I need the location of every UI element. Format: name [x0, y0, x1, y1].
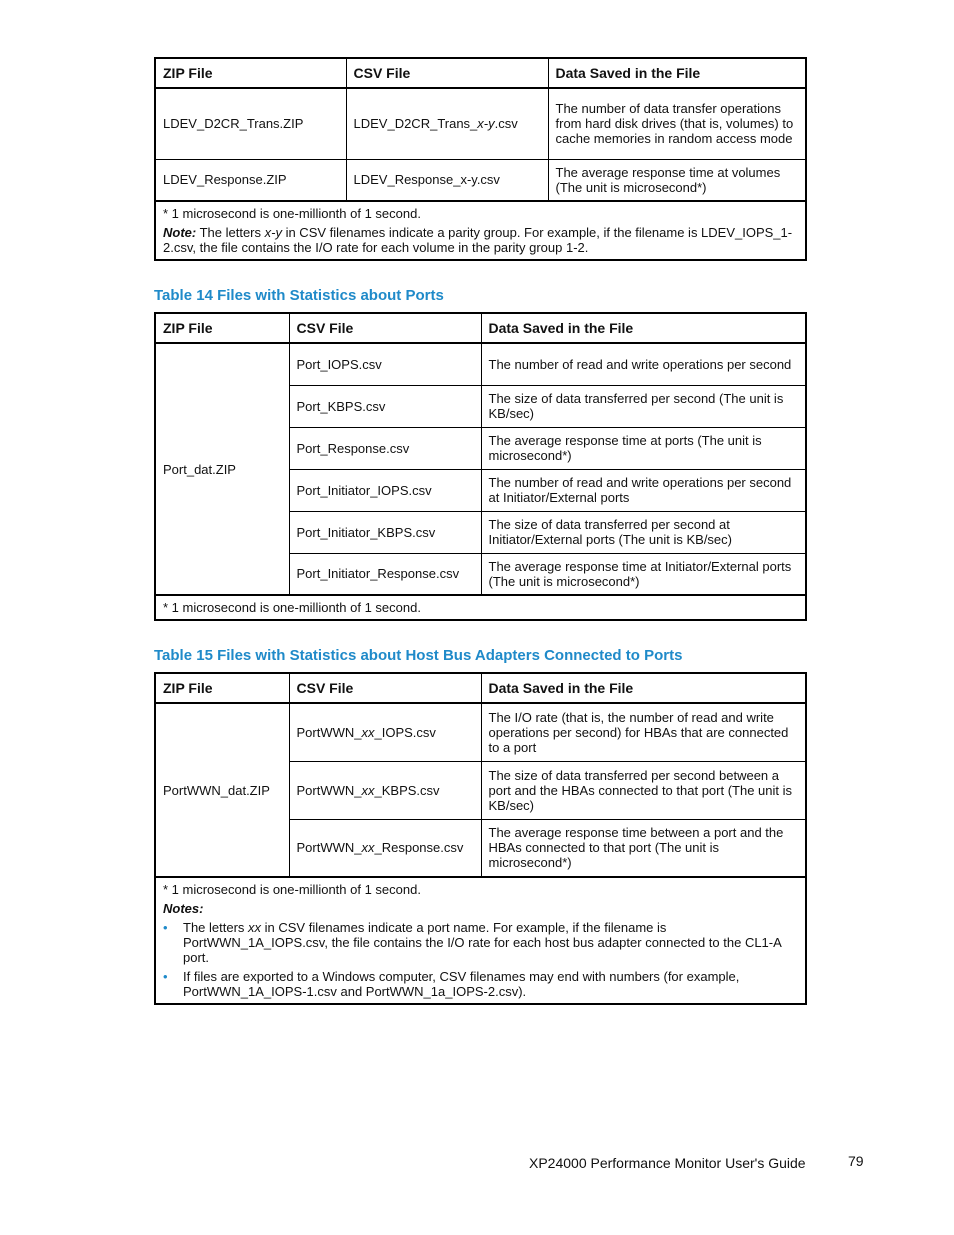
hba-files-table [154, 672, 807, 1005]
column-header-zip: ZIP File [155, 58, 346, 88]
csv-name-suffix: .csv [494, 116, 518, 132]
column-header-csv: CSV File [346, 58, 548, 88]
note-text-pre: The letters [183, 920, 249, 935]
data-saved-cell: The average response time at Initiator/External ports (The unit is microsecond*) [481, 553, 806, 595]
csv-file-cell: Port_Initiator_KBPS.csv [289, 511, 481, 553]
column-header-data: Data Saved in the File [481, 673, 806, 703]
footnote: * 1 microsecond is one-millionth of 1 second. [163, 882, 421, 897]
note-text-variable: x-y [264, 225, 282, 240]
column-header-csv: CSV File [289, 673, 481, 703]
csv-file-cell: Port_Initiator_IOPS.csv [289, 469, 481, 511]
csv-name-suffix: _Response.csv [374, 840, 464, 856]
note-label: Note: [163, 225, 197, 240]
bullet-icon: • [163, 920, 168, 935]
csv-name-suffix: _IOPS.csv [374, 724, 436, 740]
csv-name-variable: xx [361, 782, 375, 798]
table-footer-row [155, 201, 806, 260]
footnote: * 1 microsecond is one-millionth of 1 second. [163, 600, 421, 615]
csv-file-cell [289, 819, 481, 877]
table-header-row [155, 313, 806, 343]
note-bullet-item [163, 920, 798, 965]
bullet-icon: • [163, 969, 168, 984]
column-header-csv: CSV File [289, 313, 481, 343]
csv-name-variable: xx [361, 724, 375, 740]
table-footnote-cell [155, 595, 806, 620]
data-saved-cell: The size of data transferred per second at Initiator/External ports (The unit is KB/sec) [481, 511, 806, 553]
table-row [155, 343, 806, 385]
table-row [155, 703, 806, 761]
table-row [155, 88, 806, 159]
column-header-data: Data Saved in the File [548, 58, 806, 88]
table-footnote-cell [155, 201, 806, 260]
csv-file-cell [346, 88, 548, 159]
column-header-zip: ZIP File [155, 673, 289, 703]
column-header-data: Data Saved in the File [481, 313, 806, 343]
data-saved-cell: The average response time at ports (The unit is microsecond*) [481, 427, 806, 469]
ldev-files-table [154, 57, 807, 261]
note-text-post: in CSV filenames indicate a port name. For example, if the filename is PortWWN_1A_IOPS.csv, the file contains the I/O rate for each host bus adapter connected to the CL1-A port. [183, 920, 782, 965]
csv-name-prefix: PortWWN_ [296, 782, 362, 798]
csv-file-cell: Port_Response.csv [289, 427, 481, 469]
table-header-row [155, 673, 806, 703]
csv-file-cell: LDEV_Response_x-y.csv [346, 159, 548, 201]
csv-file-cell [289, 761, 481, 819]
data-saved-cell: The number of read and write operations per second at Initiator/External ports [481, 469, 806, 511]
port-files-table [154, 312, 807, 621]
footer-guide-title: XP24000 Performance Monitor User's Guide [529, 1155, 806, 1171]
note [163, 225, 798, 255]
zip-file-cell: LDEV_Response.ZIP [155, 159, 346, 201]
table-footer-row [155, 595, 806, 620]
csv-name-prefix: PortWWN_ [296, 840, 362, 856]
footer-page-number: 79 [848, 1153, 864, 1169]
csv-file-cell: Port_IOPS.csv [289, 343, 481, 385]
table-footer-row [155, 877, 806, 1004]
data-saved-cell: The size of data transferred per second (The unit is KB/sec) [481, 385, 806, 427]
note-text-post: in CSV filenames indicate a parity group. For example, if the filename is LDEV_IOPS_1-2.csv, the file contains the I/O rate for each volume in the parity group 1-2. [163, 225, 793, 255]
table-14-caption: Table 14 Files with Statistics about Ports [154, 287, 444, 304]
table-header-row [155, 58, 806, 88]
csv-file-cell: Port_KBPS.csv [289, 385, 481, 427]
table-row [155, 159, 806, 201]
table-footnote-cell [155, 877, 806, 1004]
zip-file-cell: LDEV_D2CR_Trans.ZIP [155, 88, 346, 159]
data-saved-cell: The average response time between a port and the HBAs connected to that port (The unit is microsecond*) [481, 819, 806, 877]
note-text: If files are exported to a Windows computer, CSV filenames may end with numbers (for example, PortWWN_1A_IOPS-1.csv and PortWWN_1a_IOPS-2.csv). [183, 969, 740, 999]
zip-file-cell: PortWWN_dat.ZIP [155, 703, 289, 877]
data-saved-cell: The size of data transferred per second between a port and the HBAs connected to that port (The unit is KB/sec) [481, 761, 806, 819]
footnote: * 1 microsecond is one-millionth of 1 second. [163, 206, 421, 221]
zip-file-cell: Port_dat.ZIP [155, 343, 289, 595]
note-text-pre: The letters [196, 225, 265, 240]
csv-file-cell [289, 703, 481, 761]
table-15-caption: Table 15 Files with Statistics about Host Bus Adapters Connected to Ports [154, 647, 683, 664]
note-text [183, 920, 798, 965]
data-saved-cell: The average response time at volumes (The unit is microsecond*) [548, 159, 806, 201]
data-saved-cell: The I/O rate (that is, the number of read and write operations per second) for HBAs that are connected to a port [481, 703, 806, 761]
csv-name-suffix: _KBPS.csv [374, 782, 440, 798]
note-text-variable: xx [248, 920, 262, 935]
csv-name-variable: x-y [477, 116, 495, 132]
data-saved-cell: The number of read and write operations per second [481, 343, 806, 385]
notes-label: Notes: [163, 901, 204, 916]
csv-name-variable: xx [361, 840, 375, 856]
csv-name-prefix: PortWWN_ [296, 724, 362, 740]
note-bullet-item [163, 969, 798, 999]
csv-file-cell: Port_Initiator_Response.csv [289, 553, 481, 595]
column-header-zip: ZIP File [155, 313, 289, 343]
data-saved-cell: The number of data transfer operations from hard disk drives (that is, volumes) to cache memories in random access mode [548, 88, 806, 159]
csv-name-prefix: LDEV_D2CR_Trans_ [353, 116, 478, 132]
